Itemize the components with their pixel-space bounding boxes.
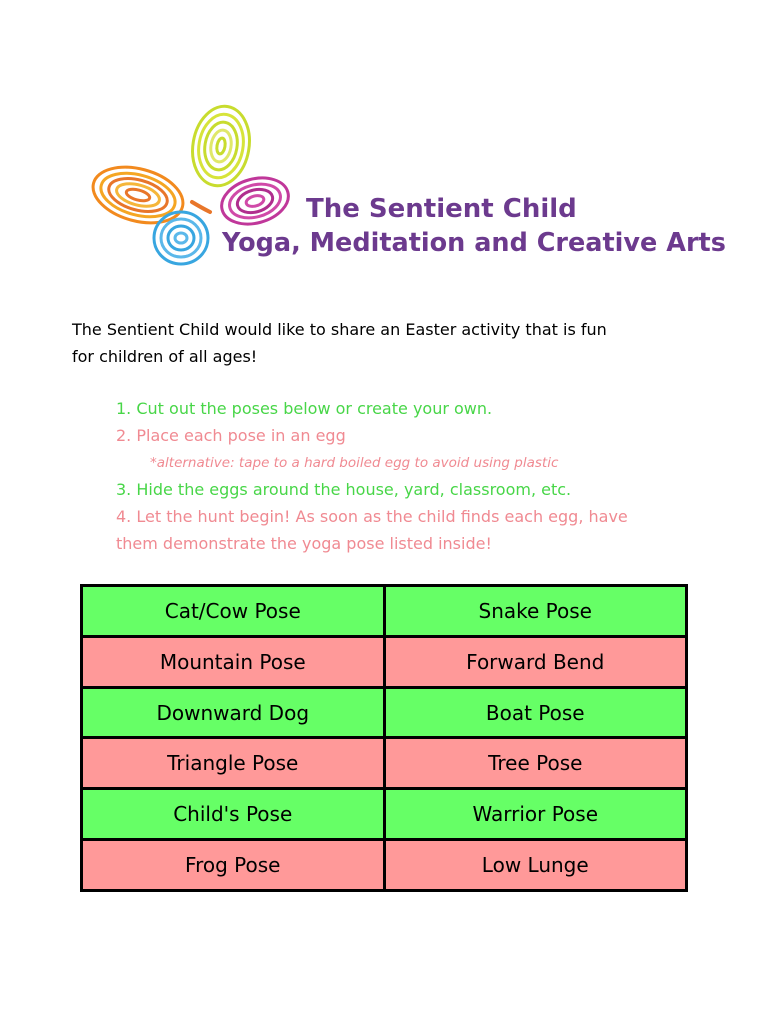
intro-line-1: The Sentient Child would like to share an Easter activity that is fun bbox=[72, 320, 607, 339]
pose-cell: Child's Pose bbox=[83, 790, 383, 838]
pose-cell: Frog Pose bbox=[83, 841, 383, 889]
pose-cell: Snake Pose bbox=[386, 587, 686, 635]
step-2: 2. Place each pose in an egg bbox=[116, 426, 346, 445]
step-3: 3. Hide the eggs around the house, yard, classroom, etc. bbox=[116, 480, 572, 499]
pose-cell: Triangle Pose bbox=[83, 739, 383, 787]
step-4-line-1: 4. Let the hunt begin! As soon as the child finds each egg, have bbox=[116, 507, 628, 526]
pose-cell: Forward Bend bbox=[386, 638, 686, 686]
logo-wing-magenta bbox=[216, 171, 293, 231]
step-4-line-2: them demonstrate the yoga pose listed inside! bbox=[116, 534, 492, 553]
logo-body bbox=[192, 202, 210, 212]
intro-line-2: for children of all ages! bbox=[72, 347, 258, 366]
logo-wing-blue bbox=[154, 212, 208, 264]
pose-cell: Low Lunge bbox=[386, 841, 686, 889]
step-1: 1. Cut out the poses below or create your own. bbox=[116, 399, 493, 418]
pose-cell: Mountain Pose bbox=[83, 638, 383, 686]
pose-cell: Tree Pose bbox=[386, 739, 686, 787]
pose-cell: Boat Pose bbox=[386, 689, 686, 737]
logo-wing-yellow bbox=[186, 102, 255, 191]
pose-table bbox=[80, 584, 688, 892]
pose-cell: Warrior Pose bbox=[386, 790, 686, 838]
brand-subtitle: Yoga, Meditation and Creative Arts bbox=[222, 228, 726, 258]
brand-title: The Sentient Child bbox=[306, 194, 577, 224]
intro-paragraph bbox=[72, 316, 712, 370]
pose-cell: Cat/Cow Pose bbox=[83, 587, 383, 635]
pose-cell: Downward Dog bbox=[83, 689, 383, 737]
step-2-note: *alternative: tape to a hard boiled egg to avoid using plastic bbox=[150, 455, 559, 471]
